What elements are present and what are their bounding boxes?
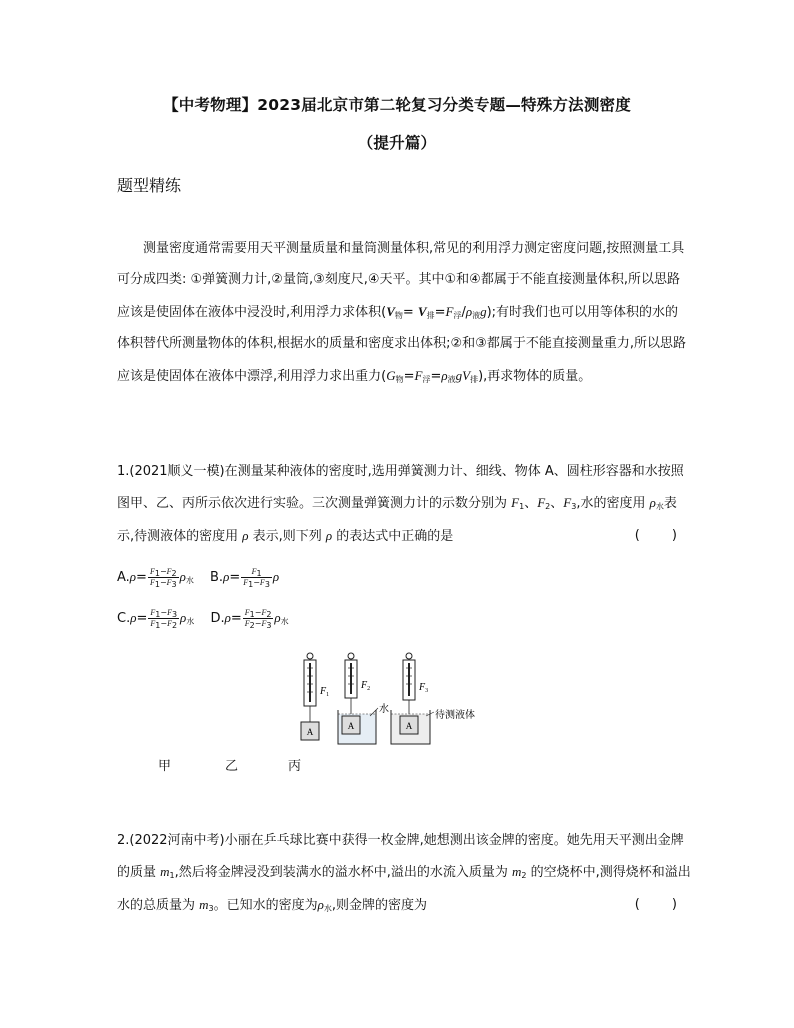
intro-text-2: );有时我们也可以用等体积的水的体积替代所测量物体的体积,根据水的质量和密度求出体积;②和③都属于不能直接测量重力,所以思路应该是使固体在液体中漂浮,利用浮力求出重力( — [117, 304, 686, 384]
water-label: 水 — [379, 704, 389, 715]
q2-stem-a: 2.(2022河南中考)小丽在乒乓球比赛中获得一枚金牌,她想测出该金牌的密度。她先用天平测出金牌的质量 — [117, 833, 684, 881]
caption-yi: 乙 — [225, 759, 239, 774]
q1-options-row-1 — [117, 567, 291, 591]
intro-paragraph — [117, 233, 691, 392]
q1-option-a-label: A. — [117, 570, 130, 585]
caption-bing: 丙 — [288, 759, 302, 774]
doc-subtitle: （提升篇） — [357, 134, 437, 152]
q1-stem-e: 的表达式中正确的是 — [332, 528, 454, 544]
doc-title: 【中考物理】2023届北京市第二轮复习分类专题—特殊方法测密度 — [163, 96, 631, 114]
question-1: 1.(2021顺义一模)在测量某种液体的密度时,选用弹簧测力计、细线、物体 A、圆柱形容器和水按照图甲、乙、丙所示依次进行实验。三次测量弹簧测力计的示数分别为 $F_1$、$F_2$、$F_3$,水的密度用 $\rho_水$表示,待测液体的密度用 ρ 表示,则下列 ρ 的表达式中正确的是 ( ) — [117, 456, 691, 552]
q1-option-b: B.ρ= $\frac{F_1}{F_1-F_3}$ ρ — [210, 567, 280, 589]
q1-option-a: A.ρ= $\frac{F_1-F_2}{F_1-F_3}$ $\rho_水$ — [117, 567, 194, 589]
liquid-label: 待测液体 — [435, 710, 475, 721]
spring-scale-2 — [338, 653, 389, 744]
section-title: 题型精练 — [117, 176, 182, 195]
force-label-f2: $F_2$ — [361, 680, 371, 692]
q1-stem-b: ,水的密度用 — [576, 496, 650, 512]
q1-stem-d: 表示,则下列 — [248, 528, 326, 544]
q1-option-c: C.ρ= $\frac{F_1-F_3}{F_1-F_2}$ $\rho_水$ — [117, 608, 195, 630]
intro-text-3: ),再求物体的质量。 — [478, 368, 592, 384]
block-a-label-3: A — [405, 721, 413, 731]
force-label-f1: $F_1$ — [320, 686, 330, 698]
spring-scale-1 — [301, 653, 329, 740]
q2-stem-d: 。已知水的密度为 — [213, 897, 318, 913]
q2-answer-paren: ( ) — [634, 896, 691, 912]
force-label-f3: $F_3$ — [419, 682, 429, 694]
block-a-label-2: A — [347, 721, 355, 731]
q2-stem-c: 的空烧杯中,测得烧杯和溢出水的总质量为 — [117, 865, 691, 913]
caption-jia: 甲 — [158, 759, 172, 774]
block-a-label-1: A — [306, 727, 314, 737]
q2-stem-e: ,则金牌的密度为 — [331, 897, 428, 913]
q1-stem-a: 1.(2021顺义一模)在测量某种液体的密度时,选用弹簧测力计、细线、物体 A、圆柱形容器和水按照图甲、乙、丙所示依次进行实验。三次测量弹簧测力计的示数分别为 — [117, 464, 684, 512]
question-2: 2.(2022河南中考)小丽在乒乓球比赛中获得一枚金牌,她想测出该金牌的密度。她先用天平测出金牌的质量 $m_1$,然后将金牌浸没到装满水的溢水杯中,溢出的水流入质量为 $m_2$ 的空烧杯中,测得烧杯和溢出水的总质量为 $m_3$。已知水的密度为$\rho_水$,则金牌的密度为 ( ) — [117, 825, 691, 921]
q1-option-b-label: B. — [210, 570, 224, 585]
q1-stem-c: 表示,待测液体的密度用 — [117, 496, 677, 544]
intro-text-1: 测量密度通常需要用天平测量质量和量筒测量体积,常见的利用浮力测定密度问题,按照测量工具可分成四类: ①弹簧测力计,②量筒,③刻度尺,④天平。其中①和④都属于不能直接测量体积,所以思路应该是使固体在液体中浸没时,利用浮力求体积( — [117, 241, 685, 320]
spring-scale-figure — [298, 650, 508, 750]
q1-option-d: D.ρ= $\frac{F_1-F_2}{F_2-F_3}$ $\rho_水$ — [210, 608, 289, 630]
q1-options-row-2 — [117, 608, 301, 632]
q1-answer-paren: ( ) — [634, 527, 691, 543]
formula-gravity: $G_物=F_浮=\rho_液gV_排$ — [386, 367, 479, 384]
formula-volume: $V_物= V_排=F_浮/\rho_液g$ — [386, 303, 487, 320]
q1-option-d-label: D. — [210, 611, 225, 626]
q2-stem-b: ,然后将金牌浸没到装满水的溢水杯中,溢出的水流入质量为 — [174, 865, 513, 881]
q1-option-c-label: C. — [117, 611, 131, 626]
spring-scale-3 — [391, 653, 475, 744]
